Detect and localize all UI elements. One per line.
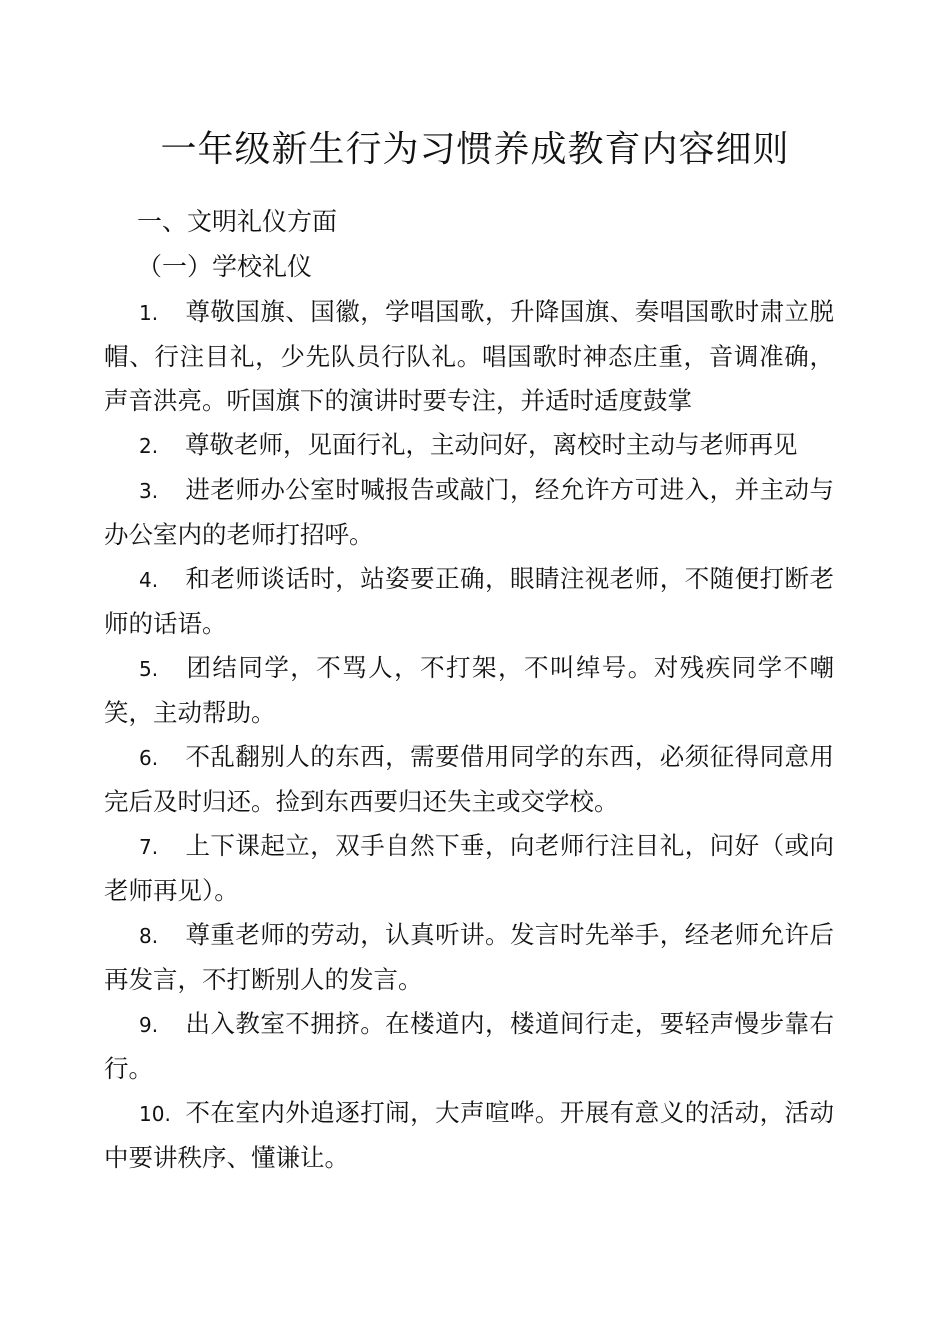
rule-text: 团结同学，不骂人，不打架，不叫绰号。对残疾同学不嘲笑，主动帮助。 (104, 653, 834, 727)
rule-number: 2. (139, 434, 159, 458)
rule-text: 和老师谈话时，站姿要正确，眼睛注视老师，不随便打断老师的话语。 (104, 564, 834, 638)
rule-number: 7. (139, 835, 159, 859)
rule-text: 进老师办公室时喊报告或敲门，经允许方可进入，并主动与办公室内的老师打招呼。 (104, 475, 834, 549)
rule-number: 3. (139, 479, 159, 503)
rule-item-7 (104, 824, 834, 913)
rule-number: 5. (139, 657, 159, 681)
section-heading: 一、文明礼仪方面 (137, 207, 338, 236)
rule-text: 不乱翻别人的东西，需要借用同学的东西，必须征得同意用完后及时归还。捡到东西要归还失主或交学校。 (104, 742, 834, 816)
rule-item-3 (104, 468, 834, 557)
rule-item-4 (104, 557, 834, 646)
rule-item-1 (104, 290, 834, 423)
rule-item-6 (104, 735, 834, 824)
rule-item-5 (104, 646, 834, 735)
rule-text: 尊敬老师，见面行礼，主动问好，离校时主动与老师再见 (185, 430, 798, 459)
rule-item-10 (104, 1091, 834, 1180)
rule-number: 9. (139, 1013, 159, 1037)
rule-number: 8. (139, 924, 159, 948)
rule-text: 尊重老师的劳动，认真听讲。发言时先举手，经老师允许后再发言，不打断别人的发言。 (104, 920, 834, 994)
rule-number: 6. (139, 746, 159, 770)
rule-number: 4. (139, 568, 159, 592)
rule-text: 上下课起立，双手自然下垂，向老师行注目礼，问好（或向老师再见）。 (104, 831, 834, 905)
rule-number: 1. (139, 301, 159, 325)
document-title: 一年级新生行为习惯养成教育内容细则 (160, 129, 790, 170)
rule-text: 尊敬国旗、国徽，学唱国歌，升降国旗、奏唱国歌时肃立脱帽、行注目礼，少先队员行队礼。唱国歌时神态庄重，音调准确，声音洪亮。听国旗下的演讲时要专注，并适时适度鼓掌 (104, 297, 834, 415)
rule-list (104, 290, 834, 1180)
subsection-heading: （一）学校礼仪 (137, 252, 313, 281)
rule-number: 10. (139, 1102, 171, 1126)
rule-text: 不在室内外追逐打闹，大声喧哗。开展有意义的活动，活动中要讲秩序、懂谦让。 (104, 1098, 834, 1172)
rule-item-8 (104, 913, 834, 1002)
rule-item-9 (104, 1002, 834, 1091)
rule-text: 出入教室不拥挤。在楼道内，楼道间行走，要轻声慢步靠右行。 (104, 1009, 834, 1083)
rule-item-2 (104, 423, 834, 468)
